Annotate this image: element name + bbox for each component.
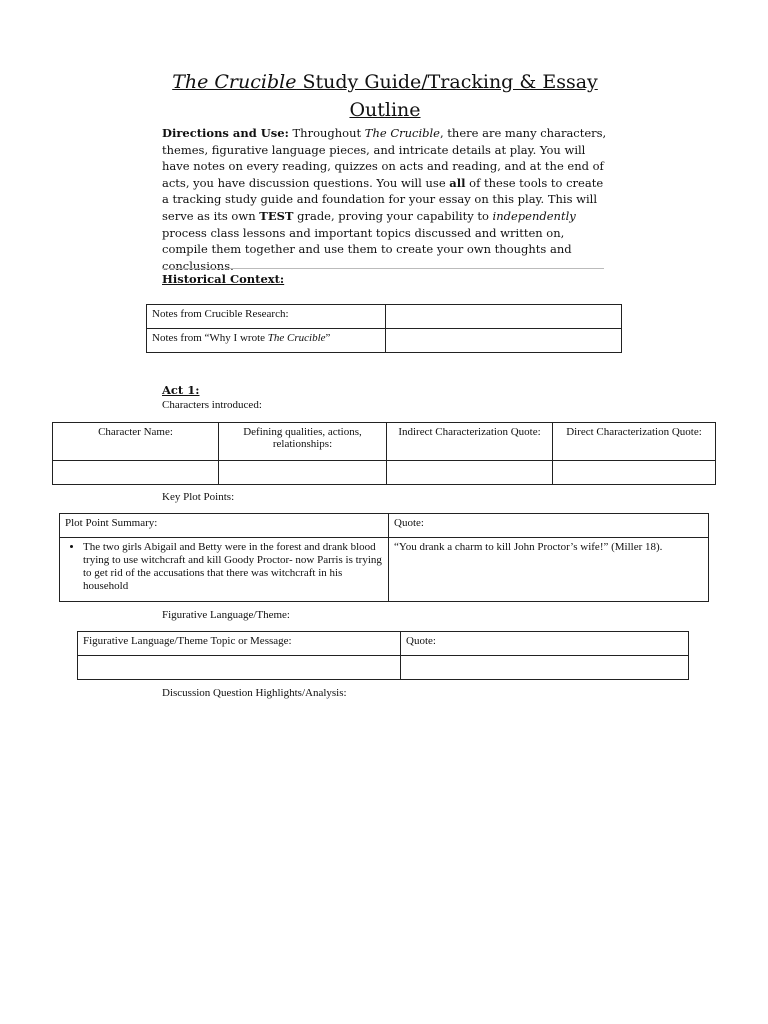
plot-header-summary: Plot Point Summary: [60,514,389,538]
figurative-table [77,631,689,680]
title-rest: Study Guide/Tracking & Essay Outline [296,71,598,121]
fig-cell-topic[interactable] [78,656,401,680]
row2-post: ” [325,332,331,344]
plot-header-quote: Quote: [389,514,709,538]
char-cell-qualities[interactable] [219,461,387,485]
fig-header-topic: Figurative Language/Theme Topic or Message: [78,632,401,656]
characters-label: Characters introduced: [162,399,262,411]
plot-summary-cell[interactable] [60,538,389,602]
historical-row1-label: Notes from Crucible Research: [147,305,386,329]
historical-row2-label [147,329,386,353]
directions-test: TEST [259,208,294,223]
title-italic: The Crucible [172,71,297,93]
char-header-name: Character Name: [53,423,219,461]
fig-header-quote: Quote: [401,632,689,656]
act1-heading: Act 1: [162,383,200,397]
directions-play-title: The Crucible [364,126,440,140]
discussion-label: Discussion Question Highlights/Analysis: [162,687,347,699]
historical-heading: Historical Context: [162,272,285,286]
historical-table [146,304,622,353]
char-header-indirect: Indirect Characterization Quote: [387,423,553,461]
directions-all: all [449,175,466,190]
divider [162,268,604,269]
directions-text-4: grade, proving your capability to [293,208,493,223]
plot-quote-cell[interactable]: “You drank a charm to kill John Proctor’s wife!” (Miller 18). [389,538,709,602]
char-header-qualities: Defining qualities, actions, relationships: [219,423,387,461]
directions-text-1: Throughout [288,126,365,140]
char-header-direct: Direct Characterization Quote: [553,423,716,461]
row2-pre: Notes from “Why I wrote [152,332,268,344]
historical-row2-cell[interactable] [386,329,622,353]
char-cell-name[interactable] [53,461,219,485]
fig-cell-quote[interactable] [401,656,689,680]
directions-paragraph [162,125,610,274]
directions-text-3: of these tools to create a tracking study guide and foundation for your essay on this play. This will serve as its own [162,175,604,223]
char-cell-indirect[interactable] [387,461,553,485]
directions-lead: Directions and Use: [162,126,289,140]
char-cell-direct[interactable] [553,461,716,485]
directions-text-5: process class lessons and important topics discussed and written on, compile them together and use them to create your own thoughts and conclusions. [162,225,572,273]
document-title [160,68,610,124]
figurative-label: Figurative Language/Theme: [162,609,290,621]
plot-label: Key Plot Points: [162,491,235,503]
directions-independently: independently [492,208,576,223]
row2-italic: The Crucible [267,332,326,344]
plot-summary-item: • The two girls Abigail and Betty were in the forest and drank blood trying to use witchcraft and kill Goody Proctor- now Parris is trying to get rid of the accusations that there was witchcraft in his household [83,541,383,593]
historical-row1-cell[interactable] [386,305,622,329]
plot-summary-list [65,541,383,593]
plot-table [59,513,709,602]
directions-text-2: , there are many characters, themes, figurative language pieces, and intricate details at play. You will have notes on every reading, quizzes on acts and reading, and at the end of acts, you have discussion questions. You will use [162,126,607,190]
characters-table [52,422,716,485]
